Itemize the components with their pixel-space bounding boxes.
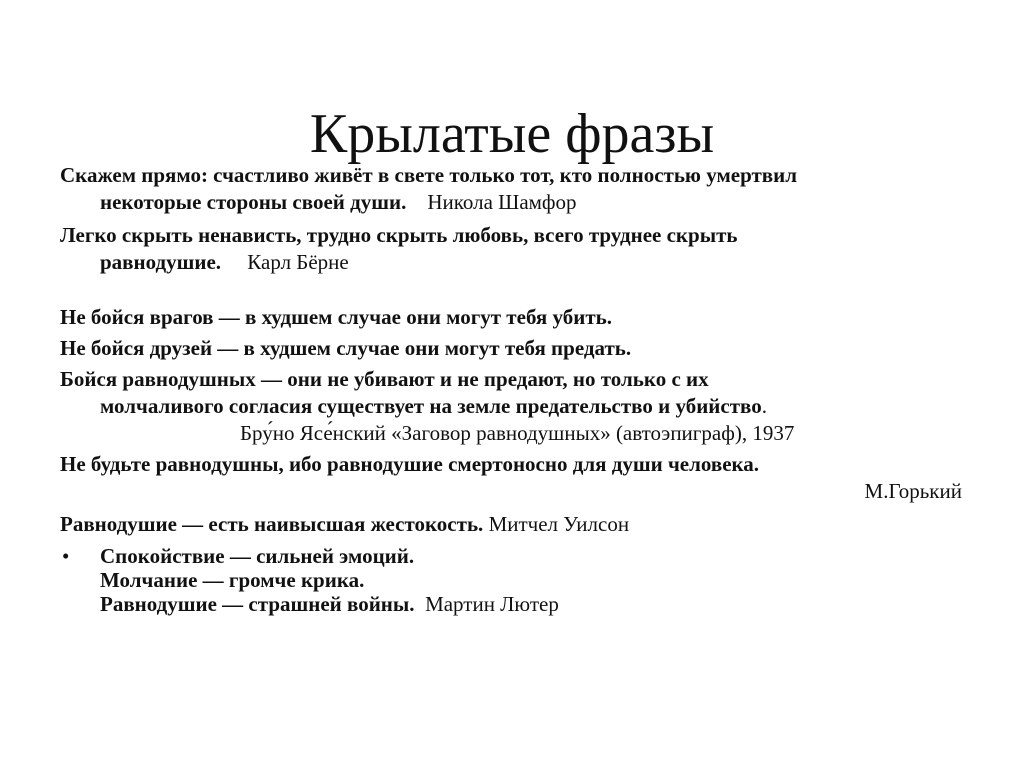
slide-title: Крылатые фразы — [309, 102, 715, 165]
quote-friends — [60, 335, 970, 362]
quote-text: Скажем прямо: счастливо живёт в свете только тот, кто полностью умертвил — [60, 163, 798, 187]
quote-text: некоторые стороны своей души. — [100, 190, 407, 214]
quote-continuation — [60, 393, 970, 420]
quotes-body — [60, 162, 970, 616]
quote-enemies — [60, 304, 970, 331]
quote-line-final — [100, 592, 970, 616]
bullet-icon: • — [62, 544, 70, 568]
quote-text: Легко скрыть ненависть, трудно скрыть любовь, всего труднее скрыть — [60, 223, 738, 247]
quote-text: Не бойся врагов — в худшем случае они могут тебя убить. — [60, 305, 613, 329]
quote-author: М.Горький — [864, 479, 962, 503]
spacer — [60, 276, 970, 304]
quote-author: Мартин Лютер — [425, 592, 559, 616]
quote-continuation — [60, 189, 970, 216]
quote-luther — [60, 544, 970, 616]
quote-author: Митчел Уилсон — [488, 512, 630, 536]
quote-text: Бойся равнодушных — они не убивают и не предают, но только с их — [60, 367, 709, 391]
quote-berne — [60, 222, 970, 276]
quote-text: равнодушие. — [100, 250, 222, 274]
quote-text: молчаливого согласия существует на земле предательство и убийство — [100, 394, 762, 418]
quote-text: Не будьте равнодушны, ибо равнодушие смертоносно для души человека. — [60, 452, 760, 476]
quote-continuation — [60, 249, 970, 276]
quote-text: Равнодушие — есть наивысшая жестокость. — [60, 512, 484, 536]
quote-line: Спокойствие — сильней эмоций. — [100, 544, 415, 568]
quote-attribution: Бру́но Ясе́нский «Заговор равнодушных» (автоэпиграф), 1937 — [240, 421, 795, 445]
quote-text: Не бойся друзей — в худшем случае они могут тебя предать. — [60, 336, 632, 360]
quote-wilson — [60, 511, 970, 538]
quote-text: Равнодушие — страшней войны. — [100, 592, 415, 616]
quote-author: Никола Шамфор — [427, 190, 577, 214]
quote-author: Карл Бёрне — [247, 250, 349, 274]
quote-gorky — [60, 451, 970, 478]
quote-period: . — [761, 394, 767, 418]
quote-shamfor — [60, 162, 970, 216]
quote-line: Молчание — громче крика. — [100, 568, 365, 592]
quote-indifferent — [60, 366, 970, 420]
